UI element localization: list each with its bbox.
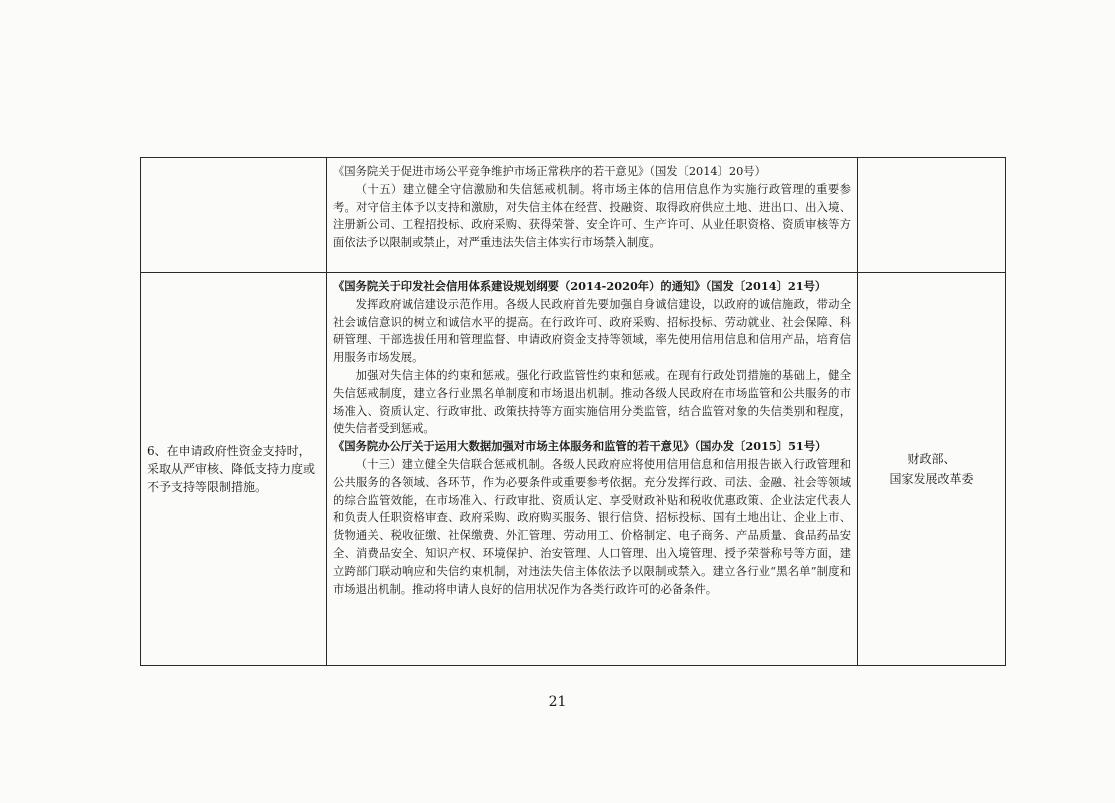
department-name: 财政部、 — [907, 452, 956, 466]
policy-basis-cell — [327, 273, 858, 666]
policy-title: 《国务院关于印发社会信用体系建设规划纲要（2014-2020年）的通知》（国发〔2014〕21号） — [333, 279, 827, 293]
department-cell — [858, 273, 1006, 666]
page-number: 21 — [548, 694, 567, 710]
policy-title: 《国务院关于促进市场公平竞争维护市场正常秩序的若干意见》（国发〔2014〕20号） — [333, 165, 766, 178]
table-row — [141, 273, 1006, 666]
policy-paragraph: （十三）建立健全失信联合惩戒机制。各级人民政府应将使用信用信息和信用报告嵌入行政管理和公共服务的各领域、各环节，作为必要条件或重要参考依据。充分发挥行政、司法、金融、社会等领域的综合监管效能，在市场准入、行政审批、资质认定、享受财政补贴和税收优惠政策、企业法定代表人和负责人任职资格审查、政府采购、政府购买服务、银行信贷、招标投标、国有土地出让、企业上市、货物通关、税收征缴、社保缴费、外汇管理、劳动用工、价格制定、电子商务、产品质量、食品药品安全、消费品安全、知识产权、环境保护、治安管理、人口管理、出入境管理、授予荣誉称号等方面，建立跨部门联动响应和失信约束机制，对违法失信主体依法予以限制或禁入。建立各行业“黑名单”制度和市场退出机制。推动将申请人良好的信用状况作为各类行政许可的必备条件。 — [333, 457, 851, 596]
measure-text: 6、在申请政府性资金支持时，采取从严审核、降低支持力度或不予支持等限制措施。 — [147, 444, 316, 494]
measure-cell — [141, 158, 327, 273]
policy-paragraph: 加强对失信主体的约束和惩戒。强化行政监管性约束和惩戒。在现有行政处罚措施的基础上，健全失信惩戒制度，建立各行业黑名单制度和市场退出机制。推动各级人民政府在市场监管和公共服务的市场准入、资质认定、行政审批、政策扶持等方面实施信用分类监管，结合监管对象的失信类别和程度，使失信者受到惩戒。 — [333, 368, 851, 436]
department-name: 国家发展改革委 — [889, 472, 974, 486]
policy-paragraph: （十五）建立健全守信激励和失信惩戒机制。将市场主体的信用信息作为实施行政管理的重要参考。对守信主体予以支持和激励，对失信主体在经营、投融资、取得政府供应土地、进出口、出入境、注册新公司、工程招投标、政府采购、获得荣誉、安全许可、生产许可、从业任职资格、资质审核等方面依法予以限制或禁止，对严重违法失信主体实行市场禁入制度。 — [333, 182, 851, 250]
measures-table — [140, 157, 1006, 666]
measure-cell — [141, 273, 327, 666]
policy-paragraph: 发挥政府诚信建设示范作用。各级人民政府首先要加强自身诚信建设，以政府的诚信施政，带动全社会诚信意识的树立和诚信水平的提高。在行政许可、政府采购、招标投标、劳动就业、社会保障、科研管理、干部选拔任用和管理监督、申请政府资金支持等领域，率先使用信用信息和信用产品，培育信用服务市场发展。 — [333, 297, 851, 365]
policy-basis-cell — [327, 158, 858, 273]
policy-title: 《国务院办公厅关于运用大数据加强对市场主体服务和监管的若干意见》（国办发〔2015〕51号） — [333, 439, 827, 454]
department-cell — [858, 158, 1006, 273]
table-row — [141, 158, 1006, 273]
